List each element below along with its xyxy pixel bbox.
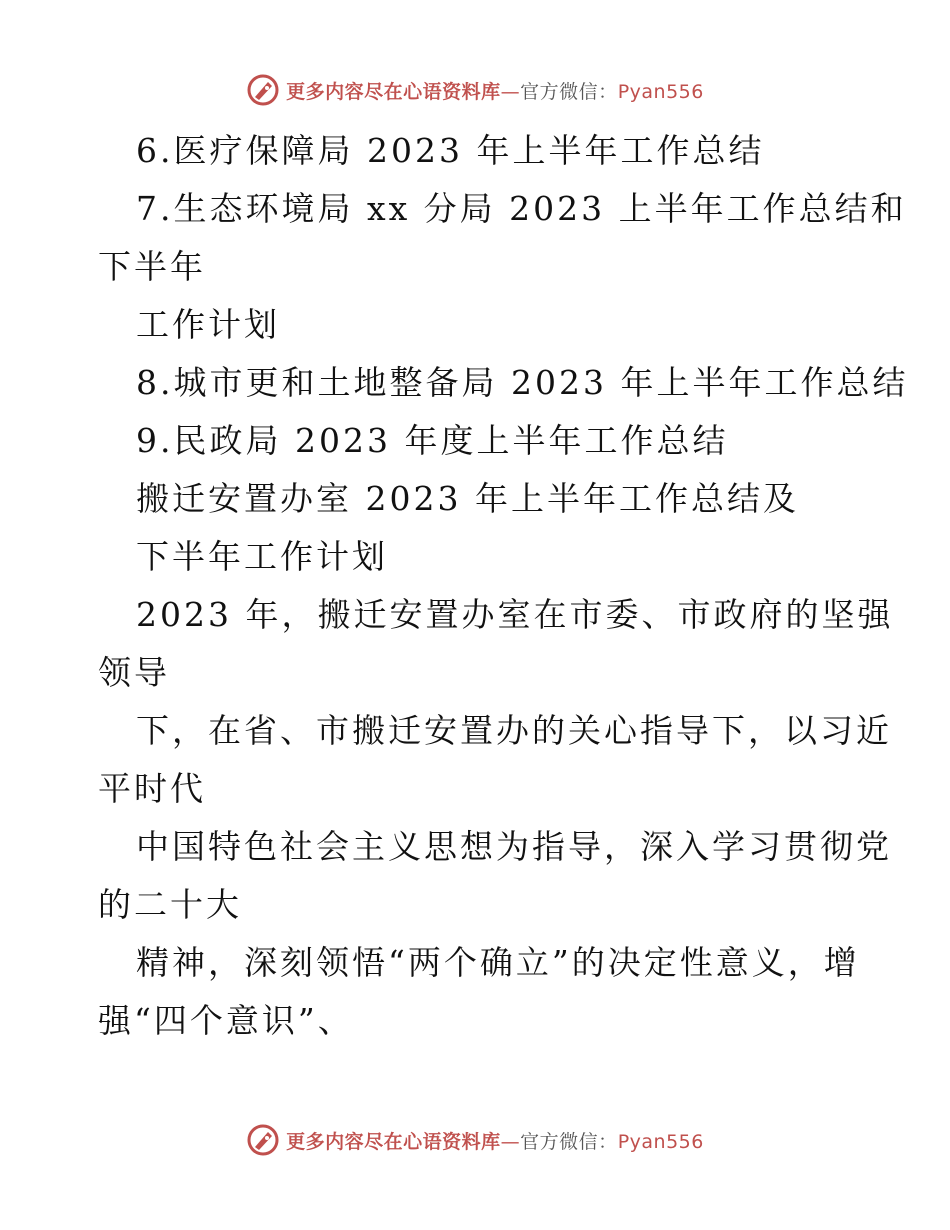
text-line: 6.医疗保障局 2023 年上半年工作总结 (136, 131, 765, 170)
text-line: 7.生态环境局 xx 分局 2023 上半年工作总结和 (136, 189, 907, 228)
banner-wechat-id: Pyan556 (617, 1130, 704, 1153)
banner-wechat-id: Pyan556 (617, 80, 704, 103)
text-line: 平时代 (98, 769, 206, 808)
banner-site-name: 更多内容尽在心语资料库 (286, 80, 501, 103)
footer-banner-text (286, 1127, 704, 1154)
text-line: 下半年 (98, 247, 206, 286)
text-line: 2023 年，搬迁安置办室在市委、市政府的坚强 (136, 595, 894, 634)
header-banner (0, 70, 950, 110)
text-line: 领导 (98, 653, 170, 692)
banner-dash: — (500, 80, 521, 103)
pen-nib-seal-icon (246, 73, 280, 107)
banner-dash: — (500, 1130, 521, 1153)
text-line: 强“四个意识”、 (98, 1001, 354, 1040)
text-line: 工作计划 (136, 305, 280, 344)
text-line: 的二十大 (98, 885, 242, 924)
text-line: 精神，深刻领悟“两个确立”的决定性意义，增 (136, 943, 860, 982)
document-body (98, 122, 909, 1050)
text-line: 下半年工作计划 (136, 537, 388, 576)
banner-wechat-label: 官方微信： (520, 1130, 618, 1153)
text-line: 搬迁安置办室 2023 年上半年工作总结及 (136, 479, 799, 518)
footer-banner (0, 1120, 950, 1160)
text-line: 下，在省、市搬迁安置办的关心指导下，以习近 (136, 711, 892, 750)
header-banner-text (286, 77, 704, 104)
banner-site-name: 更多内容尽在心语资料库 (286, 1130, 501, 1153)
text-line: 中国特色社会主义思想为指导，深入学习贯彻党 (136, 827, 892, 866)
pen-nib-seal-icon (246, 1123, 280, 1157)
banner-wechat-label: 官方微信： (520, 80, 618, 103)
text-line: 9.民政局 2023 年度上半年工作总结 (136, 421, 729, 460)
text-line: 8.城市更和土地整备局 2023 年上半年工作总结 (136, 363, 909, 402)
